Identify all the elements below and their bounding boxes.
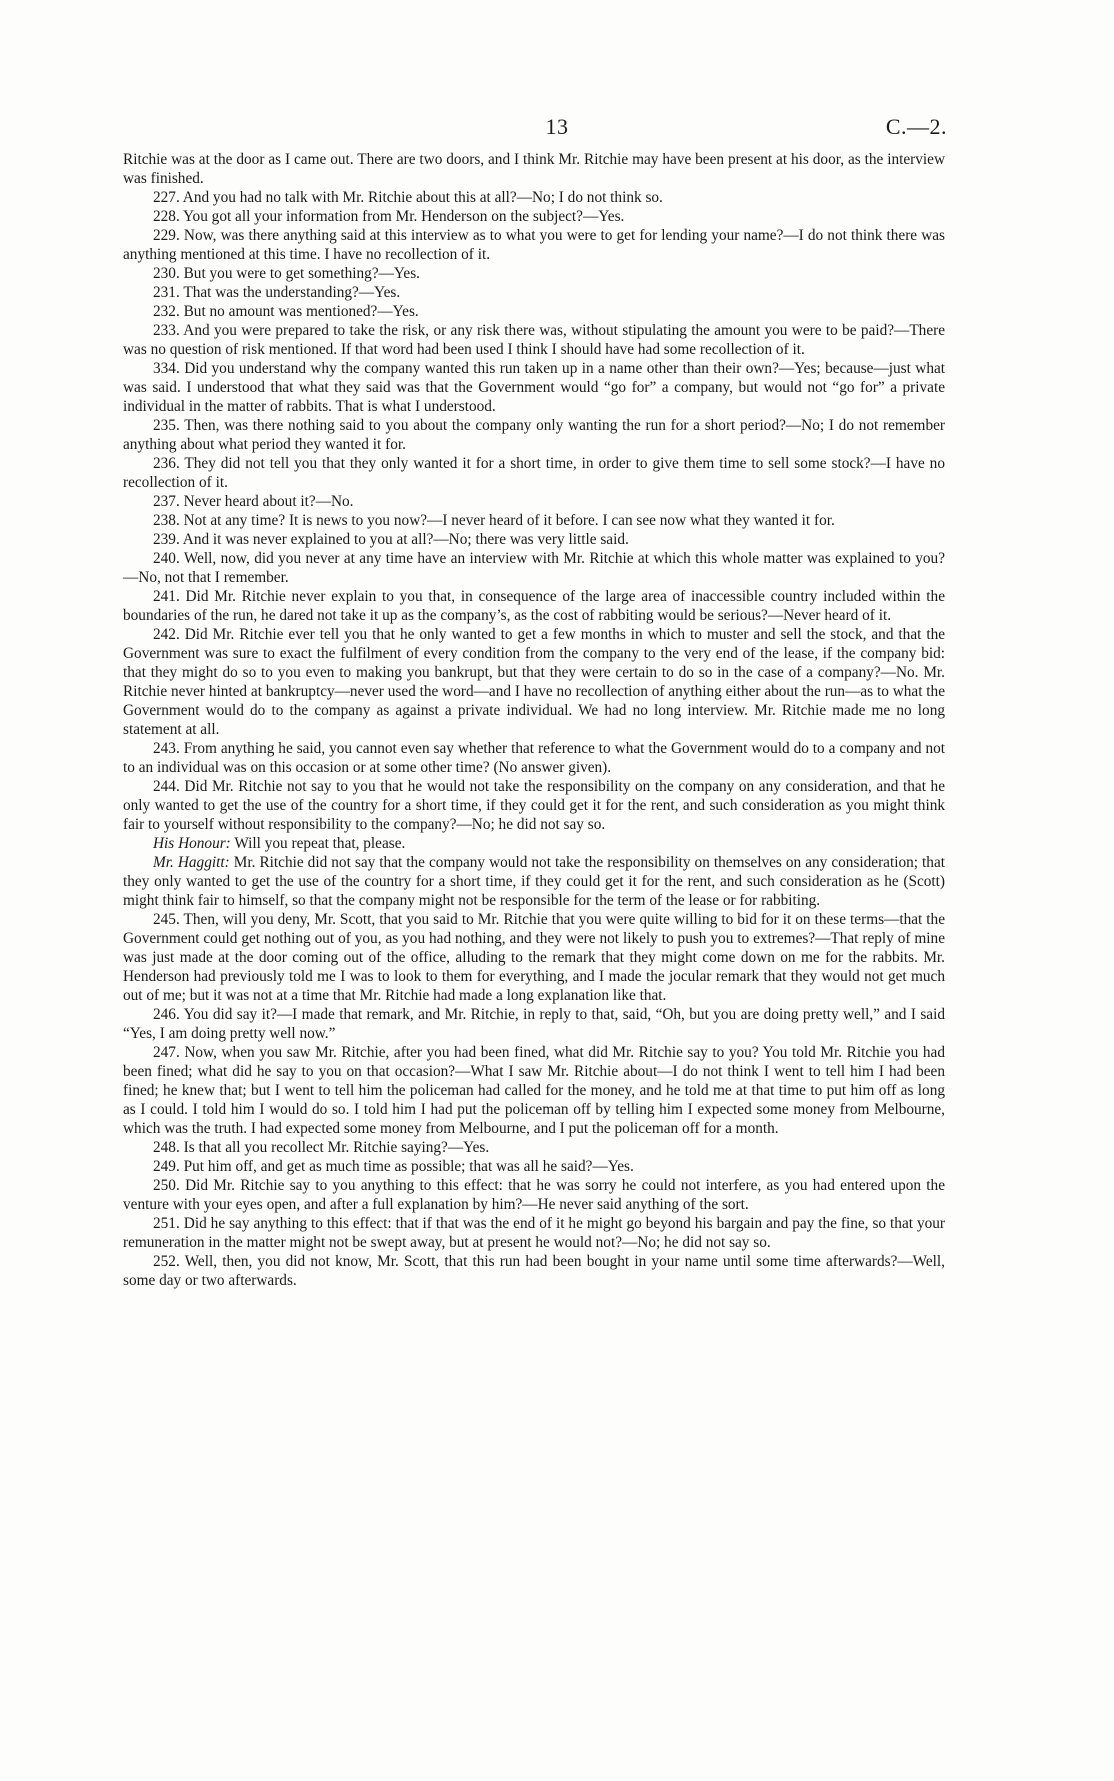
paragraph-continuation: Ritchie was at the door as I came out. There are two doors, and I think Mr. Ritchie may have been present at his door, as the interview was finished. (123, 151, 945, 187)
question-227: 227. And you had no talk with Mr. Ritchie about this at all?—No; I do not think so. (153, 189, 663, 206)
question-243: 243. From anything he said, you cannot even say whether that reference to what the Government would do to a company and not to an individual was on this occasion or at some other time? (No answer given). (123, 740, 945, 776)
question-228: 228. You got all your information from Mr. Henderson on the subject?—Yes. (153, 208, 625, 225)
question-250: 250. Did Mr. Ritchie say to you anything to this effect: that he was sorry he could not interfere, as you had entered upon the venture with your eyes open, and after a full explanation by him?—He never said anything of the sort. (123, 1177, 945, 1213)
question-237: 237. Never heard about it?—No. (153, 493, 354, 510)
question-232: 232. But no amount was mentioned?—Yes. (153, 303, 419, 320)
question-241: 241. Did Mr. Ritchie never explain to you that, in consequence of the large area of inaccessible country included within the boundaries of the run, he dared not take it up as the company’s, as the cost of rabbiting would be serious?—Never heard of it. (123, 588, 945, 624)
question-244: 244. Did Mr. Ritchie not say to you that he would not take the responsibility on the company on any consideration, and that he only wanted to get the use of the country for a short time, if they could get it for the rent, and such consideration as you might think fair to yourself without responsibility to the company?—No; he did not say so. (123, 778, 945, 833)
question-233: 233. And you were prepared to take the risk, or any risk there was, without stipulating the amount you were to be paid?—There was no question of risk mentioned. If that word had been used I think I should have had some recollection of it. (123, 322, 945, 358)
question-334: 334. Did you understand why the company wanted this run taken up in a name other than their own?—Yes; because—just what was said. I understood that what they said was that the Government would “go for” a company, but would not “go for” a private individual in the matter of rabbits. That is what I understood. (123, 360, 946, 415)
question-230: 230. But you were to get something?—Yes. (153, 265, 420, 282)
question-238: 238. Not at any time? It is news to you now?—I never heard of it before. I can see now what they wanted it for. (153, 512, 835, 529)
body-text (123, 150, 945, 1290)
document-code: C.—2. (885, 114, 947, 139)
question-245: 245. Then, will you deny, Mr. Scott, that you said to Mr. Ritchie that you were quite willing to bid for it on these terms—that the Government could get nothing out of you, as you had nothing, and they were not likely to push you to extremes?—That reply of mine was just made at the door coming out of the office, alluding to the remark that they might come down on me for the rabbits. Mr. Henderson had previously told me I was to look to them for everything, and I made the jocular remark that they would not get much out of me; but it was not at a time that Mr. Ritchie had made a long explanation like that. (123, 911, 945, 1004)
question-236: 236. They did not tell you that they only wanted it for a short time, in order to give them time to sell some stock?—I have no recollection of it. (123, 455, 945, 491)
question-247: 247. Now, when you saw Mr. Ritchie, after you had been fined, what did Mr. Ritchie say to you? You told Mr. Ritchie you had been fined; what did he say to you on that occasion?—What I saw Mr. Ritchie about—I do not think I went to tell him I had been fined; he knew that; but I went to tell him the policeman had called for the money, and he told me at that time to put him off as long as I could. I told him I would do so. I told him I had put the policeman off by telling him I expected some money from Melbourne, which was the truth. I had expected some money from Melbourne, and I put the policeman off for a month. (123, 1044, 945, 1137)
question-246: 246. You did say it?—I made that remark, and Mr. Ritchie, in reply to that, said, “Oh, but you are doing pretty well,” and I said “Yes, I am doing pretty well now.” (123, 1006, 945, 1042)
question-235: 235. Then, was there nothing said to you about the company only wanting the run for a short period?—No; I do not remember anything about what period they wanted it for. (123, 417, 945, 453)
question-249: 249. Put him off, and get as much time as possible; that was all he said?—Yes. (153, 1158, 634, 1175)
question-229: 229. Now, was there anything said at this interview as to what you were to get for lending your name?—I do not think there was anything mentioned at this time. I have no recollection of it. (123, 227, 946, 263)
question-239: 239. And it was never explained to you at all?—No; there was very little said. (153, 531, 629, 548)
question-231: 231. That was the understanding?—Yes. (153, 284, 401, 301)
question-251: 251. Did he say anything to this effect: that if that was the end of it he might go beyond his bargain and pay the fine, so that your remuneration in the matter might not be swept away, but at present he would not?—No; he did not say so. (123, 1215, 945, 1251)
speaker-his-honour: His Honour: Will you repeat that, please. (153, 835, 406, 852)
question-252: 252. Well, then, you did not know, Mr. Scott, that this run had been bought in your name until some time afterwards?—Well, some day or two afterwards. (123, 1253, 945, 1289)
speaker-mr-haggitt: Mr. Haggitt: Mr. Ritchie did not say that the company would not take the responsibility on themselves on any consideration; that they only wanted to get the use of the country for a short time, if they could get it for the rent, and such consideration as he (Scott) might think fair to himself, so that the company might not be responsible for the term of the lease or for rabbiting. (123, 854, 945, 909)
question-242: 242. Did Mr. Ritchie ever tell you that he only wanted to get a few months in which to muster and sell the stock, and that the Government was sure to exact the fulfilment of every condition from the company to the very end of the lease, if the company bid: that they might do so to you even to making you bankrupt, but that they were certain to do so in the case of a company?—No. Mr. Ritchie never hinted at bankruptcy—never used the word—and I have no recollection of anything either about the run—as to what the Government would do to the company as against a private individual. We had no long interview. Mr. Ritchie made me no long statement at all. (123, 626, 946, 738)
question-248: 248. Is that all you recollect Mr. Ritchie saying?—Yes. (153, 1139, 490, 1156)
question-240: 240. Well, now, did you never at any time have an interview with Mr. Ritchie at which this whole matter was explained to you?—No, not that I remember. (123, 550, 945, 586)
page-number: 13 (545, 114, 569, 139)
